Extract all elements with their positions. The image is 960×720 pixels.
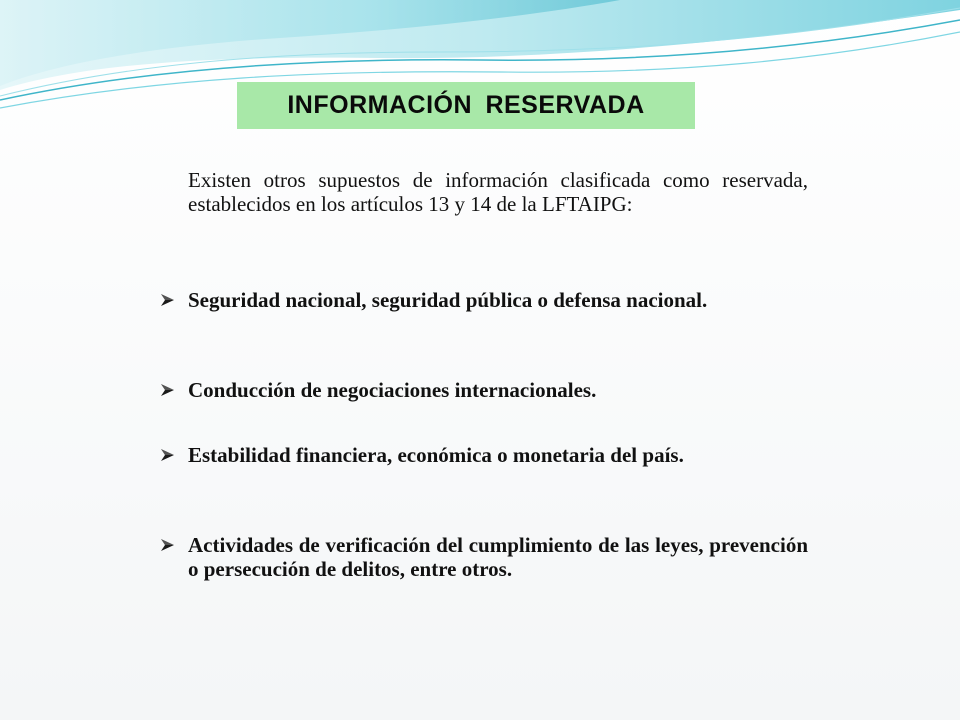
arrow-bullet-icon [160,443,188,467]
bullet-text: Estabilidad financiera, económica o monetaria del país. [188,443,684,467]
bullet-text: Seguridad nacional, seguridad pública o defensa nacional. [188,288,708,312]
bullet-item [160,378,808,402]
arrow-bullet-icon [160,378,188,402]
intro-paragraph: Existen otros supuestos de información clasificada como reservada, establecidos en los artículos 13 y 14 de la LFTAIPG: [188,168,808,216]
arrow-bullet-icon [160,533,188,557]
bullet-text: Conducción de negociaciones internacionales. [188,378,597,402]
bullet-item [160,533,808,581]
bullet-text: Actividades de verificación del cumplimiento de las leyes, prevención o persecución de delitos, entre otros. [188,533,808,581]
bullet-item [160,288,808,312]
bullet-item [160,443,808,467]
slide-title: INFORMACIÓN RESERVADA [287,91,645,119]
arrow-bullet-icon [160,288,188,312]
